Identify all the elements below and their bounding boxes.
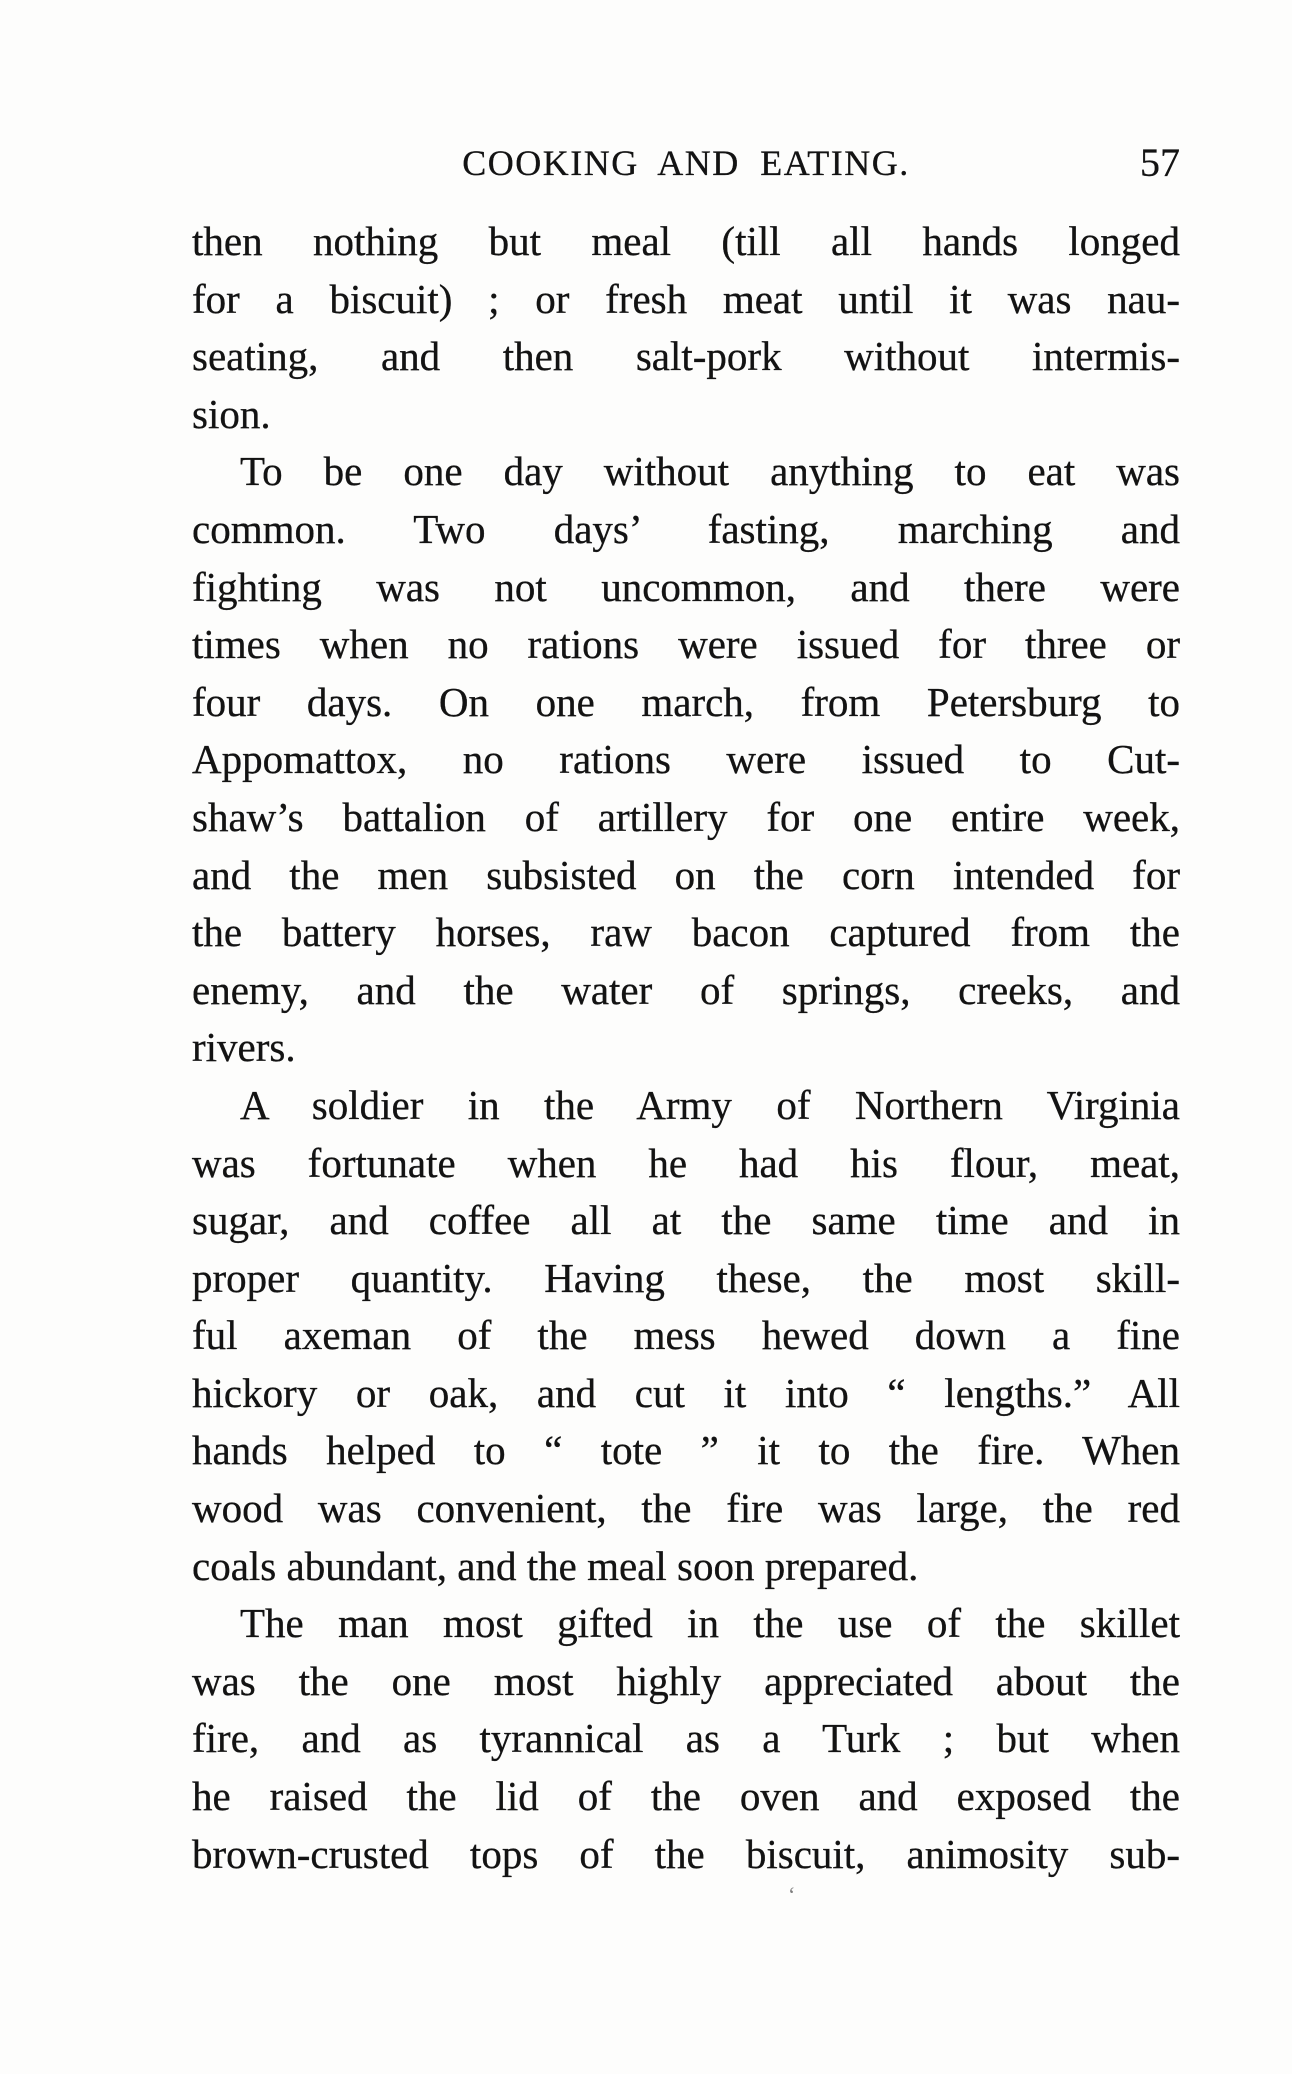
text-line: was the one most highly appreciated about the bbox=[192, 1657, 1180, 1704]
page-body bbox=[192, 213, 1180, 1883]
text-line: To be one day without anything to eat was bbox=[240, 448, 1180, 495]
text-line: and the men subsisted on the corn intended for bbox=[192, 851, 1180, 898]
text-line: wood was convenient, the fire was large, the red bbox=[192, 1485, 1180, 1532]
text-line: seating, and then salt-pork without intermis- bbox=[192, 333, 1180, 380]
text-line: hickory or oak, and cut it into “ lengths.” All bbox=[192, 1369, 1180, 1416]
page-number: 57 bbox=[1140, 140, 1180, 185]
scan-speck: ‘ bbox=[788, 1882, 796, 1907]
text-line: was fortunate when he had his flour, meat, bbox=[192, 1139, 1180, 1186]
text-line: common. Two days’ fasting, marching and bbox=[192, 505, 1180, 552]
text-line: sion. bbox=[192, 390, 271, 437]
text-line: Appomattox, no rations were issued to Cut- bbox=[192, 736, 1180, 783]
text-line: ful axeman of the mess hewed down a fine bbox=[192, 1312, 1180, 1359]
text-line: then nothing but meal (till all hands longed bbox=[192, 218, 1180, 264]
running-header bbox=[192, 142, 1180, 184]
text-line: rivers. bbox=[192, 1024, 296, 1071]
text-line: four days. On one march, from Petersburg to bbox=[192, 678, 1180, 725]
text-line: proper quantity. Having these, the most skill- bbox=[192, 1254, 1180, 1301]
text-line: coals abundant, and the meal soon prepared. bbox=[192, 1542, 919, 1589]
text-line: The man most gifted in the use of the skillet bbox=[240, 1600, 1180, 1647]
text-line: sugar, and coffee all at the same time and in bbox=[192, 1197, 1180, 1244]
text-line: times when no rations were issued for three or bbox=[192, 621, 1180, 668]
text-line: brown-crusted tops of the biscuit, animosity sub- bbox=[192, 1830, 1180, 1877]
text-line: hands helped to “ tote ” it to the fire. When bbox=[192, 1427, 1180, 1474]
text-line: fighting was not uncommon, and there were bbox=[192, 563, 1180, 610]
text-line: he raised the lid of the oven and exposed the bbox=[192, 1773, 1180, 1820]
text-line: shaw’s battalion of artillery for one entire week, bbox=[192, 793, 1180, 840]
text-line: A soldier in the Army of Northern Virginia bbox=[240, 1081, 1180, 1128]
text-line: fire, and as tyrannical as a Turk ; but when bbox=[192, 1715, 1180, 1762]
page-title: COOKING AND EATING. bbox=[462, 143, 910, 183]
text-line: for a biscuit) ; or fresh meat until it was nau- bbox=[192, 275, 1180, 322]
text-line: enemy, and the water of springs, creeks, and bbox=[192, 966, 1180, 1013]
text-line: the battery horses, raw bacon captured from the bbox=[192, 909, 1180, 956]
